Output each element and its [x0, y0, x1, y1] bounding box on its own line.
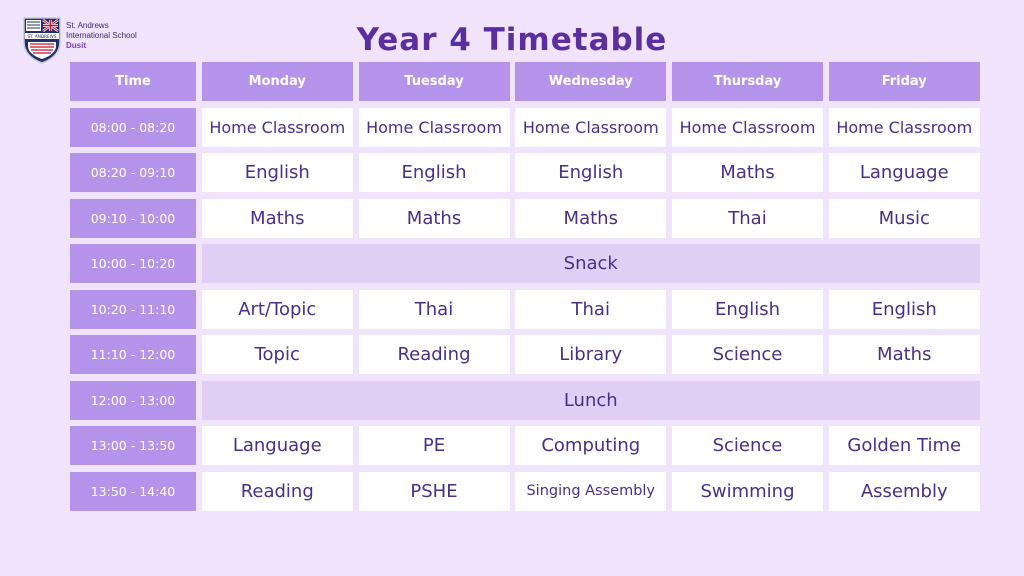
- lesson-cell: PSHE: [359, 472, 510, 511]
- lesson-cell: Thai: [672, 199, 823, 238]
- lesson-cell: Swimming: [672, 472, 823, 511]
- lesson-cell: Maths: [672, 153, 823, 192]
- lesson-cell: Assembly: [829, 472, 980, 511]
- time-slot-cell: 08:20 - 09:10: [70, 153, 196, 192]
- lesson-cell: English: [829, 290, 980, 329]
- time-slot-cell: 11:10 - 12:00: [70, 335, 196, 374]
- lesson-cell: English: [672, 290, 823, 329]
- break-cell-lunch: Lunch: [202, 381, 980, 420]
- column-header-wednesday: Wednesday: [515, 62, 666, 101]
- lesson-cell: Art/Topic: [202, 290, 353, 329]
- lesson-cell: Golden Time: [829, 426, 980, 465]
- lesson-cell: Music: [829, 199, 980, 238]
- lesson-cell: Reading: [202, 472, 353, 511]
- lesson-cell: Home Classroom: [515, 108, 666, 147]
- timetable-grid: [70, 62, 980, 511]
- time-slot-cell: 10:20 - 11:10: [70, 290, 196, 329]
- lesson-cell: Home Classroom: [829, 108, 980, 147]
- column-header-friday: Friday: [829, 62, 980, 101]
- lesson-cell: Library: [515, 335, 666, 374]
- lesson-cell: Home Classroom: [359, 108, 510, 147]
- school-name-line1: St. Andrews: [66, 21, 109, 30]
- column-header-tuesday: Tuesday: [359, 62, 510, 101]
- time-slot-cell: 08:00 - 08:20: [70, 108, 196, 147]
- time-slot-cell: 13:00 - 13:50: [70, 426, 196, 465]
- column-header-monday: Monday: [202, 62, 353, 101]
- break-cell-snack: Snack: [202, 244, 980, 283]
- lesson-cell: English: [359, 153, 510, 192]
- lesson-cell: Home Classroom: [202, 108, 353, 147]
- lesson-cell: Reading: [359, 335, 510, 374]
- page-title: Year 4 Timetable: [356, 22, 668, 58]
- lesson-cell: Thai: [515, 290, 666, 329]
- lesson-cell: Thai: [359, 290, 510, 329]
- lesson-cell: Maths: [359, 199, 510, 238]
- lesson-cell: Computing: [515, 426, 666, 465]
- lesson-cell: Maths: [515, 199, 666, 238]
- lesson-cell: English: [515, 153, 666, 192]
- lesson-cell: Science: [672, 335, 823, 374]
- lesson-cell: Language: [202, 426, 353, 465]
- lesson-cell: PE: [359, 426, 510, 465]
- lesson-cell: Home Classroom: [672, 108, 823, 147]
- school-name-campus: Dusit: [66, 41, 86, 50]
- column-header-time: Time: [70, 62, 196, 101]
- time-slot-cell: 09:10 - 10:00: [70, 199, 196, 238]
- lesson-cell: Language: [829, 153, 980, 192]
- lesson-cell: Topic: [202, 335, 353, 374]
- lesson-cell: Science: [672, 426, 823, 465]
- lesson-cell: Singing Assembly: [515, 472, 666, 511]
- time-slot-cell: 10:00 - 10:20: [70, 244, 196, 283]
- svg-text:ST. ANDREWS: ST. ANDREWS: [27, 33, 57, 39]
- time-slot-cell: 13:50 - 14:40: [70, 472, 196, 511]
- lesson-cell: Maths: [829, 335, 980, 374]
- column-header-thursday: Thursday: [672, 62, 823, 101]
- lesson-cell: English: [202, 153, 353, 192]
- lesson-cell: Maths: [202, 199, 353, 238]
- school-name-line2: International School: [66, 31, 137, 40]
- time-slot-cell: 12:00 - 13:00: [70, 381, 196, 420]
